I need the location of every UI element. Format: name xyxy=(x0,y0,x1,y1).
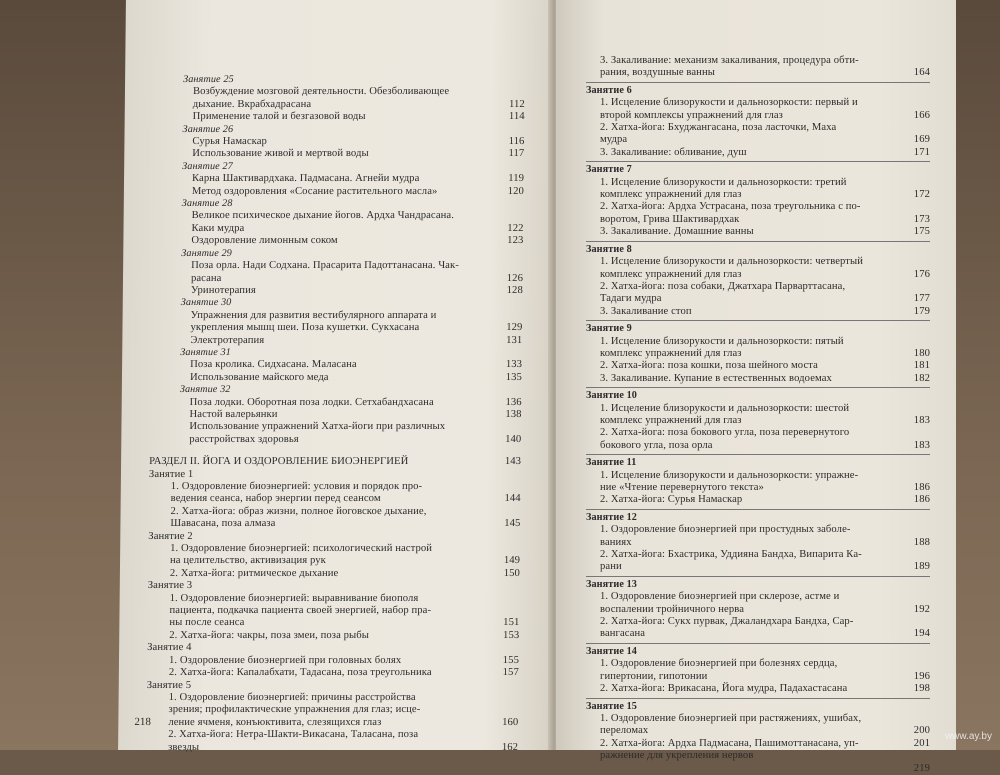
toc-page-number: 149 xyxy=(503,555,521,567)
toc-entry-text: 1. Исцеление близорукости и дальнозоркости: пятый xyxy=(600,335,844,347)
toc-entry xyxy=(150,397,522,409)
toc-entry xyxy=(586,348,930,360)
toc-entry-text: комплекс упражнений для глаз xyxy=(600,414,742,426)
toc-entry xyxy=(586,561,930,573)
toc-entry-text: 1. Исцеление близорукости и дальнозоркости: третий xyxy=(600,176,847,188)
toc-entry xyxy=(149,421,521,433)
lesson-heading xyxy=(586,701,930,713)
toc-page-number: 153 xyxy=(503,629,520,641)
toc-entry-text: звезды xyxy=(168,741,200,753)
toc-entry-text: второй комплексы упражнений для глаз xyxy=(600,109,783,121)
toc-entry xyxy=(586,373,930,385)
lesson-divider xyxy=(586,241,930,242)
toc-entry-text: Настой валерьянки xyxy=(189,408,278,420)
toc-entry xyxy=(586,147,930,159)
toc-page-number: 150 xyxy=(503,567,520,579)
toc-page-number: 196 xyxy=(913,670,930,682)
left-page xyxy=(118,0,556,753)
toc-entry-text: Шавасана, поза алмаза xyxy=(170,518,276,530)
toc-entry-text: укрепления мышц шеи. Поза кушетки. Сукхасана xyxy=(190,322,420,334)
toc-entry xyxy=(586,725,930,737)
toc-entry xyxy=(586,713,930,725)
toc-entry xyxy=(150,335,522,347)
toc-entry xyxy=(586,97,930,109)
toc-entry xyxy=(586,134,930,146)
toc-entry-text: Каки мудра xyxy=(191,222,245,234)
toc-entry xyxy=(586,226,930,238)
toc-page-number: 186 xyxy=(913,482,930,493)
toc-entry xyxy=(151,223,523,235)
toc-entry xyxy=(586,256,930,268)
toc-page-number: 175 xyxy=(913,226,930,238)
lesson-divider xyxy=(586,698,930,699)
toc-entry-text: Занятие 29 xyxy=(181,247,232,259)
toc-entry-text: воспалении тройничного нерва xyxy=(600,603,745,615)
toc-page-number: 194 xyxy=(913,628,930,640)
toc-page-number: 151 xyxy=(503,617,520,629)
toc-entry xyxy=(586,628,930,640)
toc-page-number: 138 xyxy=(505,408,522,420)
toc-entry-text: зрения; профилактические упражнения для глаз; исце- xyxy=(168,704,421,716)
toc-entry-text: ние «Чтение перевернутого текста» xyxy=(600,482,764,493)
toc-entry-text: 1. Оздоровление биоэнергией при головных болях xyxy=(168,654,402,666)
toc-entry-text: Занятие 13 xyxy=(586,578,637,590)
toc-entry-text: 1. Оздоровление биоэнергией: психологический настрой xyxy=(170,543,433,555)
lesson-divider xyxy=(586,576,930,577)
toc-entry xyxy=(586,658,930,670)
toc-entry xyxy=(148,568,520,580)
toc-page-number: 135 xyxy=(505,371,523,383)
toc-entry-text: 2. Хатха-йога: ритмическое дыхание xyxy=(169,567,339,579)
lesson-heading xyxy=(147,642,519,654)
toc-entry xyxy=(146,717,518,729)
toc-page-number: 155 xyxy=(502,654,520,666)
toc-entry-text: 3. Закаливание. Домашние ванны xyxy=(600,226,754,238)
toc-entry-text: Занятие 30 xyxy=(180,297,232,309)
lesson-heading xyxy=(586,85,930,97)
toc-entry xyxy=(152,173,524,185)
toc-page-number: 119 xyxy=(508,173,525,185)
toc-entry-text: гипертонии, гипотонии xyxy=(600,670,708,682)
toc-entry-text: Занятие 31 xyxy=(180,346,231,358)
lesson-heading xyxy=(586,323,930,335)
toc-entry-text: 1. Оздоровление биоэнергией при простудных заболе- xyxy=(600,524,851,536)
lesson-divider xyxy=(586,454,930,455)
toc-entry-text: переломах xyxy=(600,725,649,737)
toc-entry-text: Применение талой и безгазовой воды xyxy=(192,111,366,123)
toc-entry-text: Использование майского меда xyxy=(189,371,329,383)
toc-entry-text: 2. Хатха-йога: Бхуджангасана, поза ласточки, Маха xyxy=(600,122,837,134)
toc-entry xyxy=(586,360,930,372)
lesson-heading xyxy=(150,384,522,396)
toc-entry xyxy=(586,537,930,549)
lesson-heading xyxy=(152,198,524,210)
toc-entry-text: Возбуждение мозговой деятельности. Обезболивающее xyxy=(192,86,450,98)
toc-entry-text: 2. Хатха-йога: поза кошки, поза шейного моста xyxy=(600,360,818,372)
toc-entry xyxy=(586,470,930,482)
toc-entry xyxy=(149,434,521,446)
toc-page-number: 172 xyxy=(913,189,930,201)
toc-entry-text: 2. Хатха-йога: образ жизни, полное йоговское дыхание, xyxy=(170,505,427,517)
toc-entry xyxy=(586,616,930,628)
toc-entry xyxy=(586,336,930,348)
toc-entry xyxy=(147,630,519,642)
toc-page-number: 160 xyxy=(502,716,519,728)
right-toc xyxy=(586,55,930,775)
toc-entry xyxy=(586,269,930,281)
toc-page-number: 201 xyxy=(913,737,930,749)
toc-entry-text: 3. Закаливание стоп xyxy=(600,305,692,317)
toc-page-number: 144 xyxy=(504,493,521,505)
toc-entry-text: 2. Хатха-йога: Бхастрика, Уддияна Бандха, Випарита Ка- xyxy=(600,549,862,561)
toc-page-number: 112 xyxy=(508,98,525,110)
toc-entry xyxy=(148,543,520,555)
toc-entry-text: Тадаги мудра xyxy=(600,293,662,305)
toc-entry-text: Занятие 32 xyxy=(179,384,231,396)
left-folio: 218 xyxy=(134,716,151,728)
toc-entry-text: комплекс упражнений для глаз xyxy=(600,347,742,359)
lesson-divider xyxy=(586,320,930,321)
lesson-heading xyxy=(586,646,930,658)
lesson-heading xyxy=(149,469,521,481)
toc-entry xyxy=(586,403,930,415)
toc-entry-text: Великое психическое дыхание йогов. Ардха Чандрасана. xyxy=(191,210,455,222)
toc-entry-text: 3. Закаливание: механизм закаливания, процедура обти- xyxy=(600,55,859,66)
lesson-heading xyxy=(586,390,930,402)
toc-entry-text: Занятие 27 xyxy=(182,160,233,172)
toc-entry-text: мудра xyxy=(600,134,628,146)
toc-page-number: 120 xyxy=(507,185,524,197)
lesson-divider xyxy=(586,387,930,388)
toc-entry-text: Занятие 15 xyxy=(586,700,637,712)
toc-entry-text: Использование живой и мертвой воды xyxy=(192,148,369,160)
lesson-heading xyxy=(586,457,930,469)
toc-entry xyxy=(149,493,521,505)
toc-entry xyxy=(586,201,930,213)
toc-entry xyxy=(586,494,930,506)
toc-entry-text: 2. Хатха-йога: Врикасана, Йога мудра, Падахастасана xyxy=(600,683,848,695)
toc-page-number: 189 xyxy=(913,561,930,573)
toc-page-number: 116 xyxy=(508,136,525,148)
toc-entry xyxy=(150,409,522,421)
toc-entry-text: воротом, Грива Шактивардхак xyxy=(600,213,740,225)
toc-entry-text: Карна Шактивардхака. Падмасана. Агнейи мудра xyxy=(191,173,420,185)
toc-entry xyxy=(149,481,521,493)
lesson-heading xyxy=(148,531,520,543)
toc-page-number: 219 xyxy=(913,762,930,774)
toc-entry-text: Занятие 25 xyxy=(183,74,234,85)
toc-entry xyxy=(151,260,523,272)
lesson-heading xyxy=(151,297,523,309)
toc-page-number: 126 xyxy=(506,272,524,284)
toc-page-number: 128 xyxy=(506,284,523,296)
lesson-heading xyxy=(586,244,930,256)
toc-page-number: 143 xyxy=(504,456,522,468)
toc-entry-text: Электротерапия xyxy=(190,334,265,346)
toc-page-number: 122 xyxy=(507,222,524,234)
toc-entry-text: 1. Исцеление близорукости и дальнозоркости: первый и xyxy=(600,97,858,109)
toc-entry-text: ваниях xyxy=(600,536,632,548)
toc-entry-text: 3. Закаливание. Купание в естественных водоемах xyxy=(600,372,832,384)
toc-entry-text: вангасана xyxy=(600,628,646,640)
toc-entry xyxy=(148,555,520,567)
toc-page-number: 186 xyxy=(913,494,930,506)
toc-page-number: 117 xyxy=(508,148,525,160)
toc-entry-text: 2. Хатха-йога: поза собаки, Джатхара Парварттасана, xyxy=(600,280,846,292)
toc-entry xyxy=(586,55,930,67)
toc-entry-text: Занятие 6 xyxy=(586,84,632,96)
toc-entry-text: 1. Оздоровление биоэнергией: причины расстройства xyxy=(168,691,416,703)
toc-page-number: 140 xyxy=(505,433,522,445)
toc-page-number: 133 xyxy=(505,359,523,371)
toc-entry-text: Поза орла. Нади Содхана. Прасарита Падоттанасана. Чак- xyxy=(191,260,459,272)
toc-entry-text: 1. Исцеление близорукости и дальнозоркости: упражне- xyxy=(600,469,859,481)
toc-entry xyxy=(586,482,930,494)
toc-entry-text: 1. Исцеление близорукости и дальнозоркости: шестой xyxy=(600,402,850,414)
toc-page-number: 173 xyxy=(913,213,930,225)
toc-entry-text: Занятие 5 xyxy=(146,679,192,691)
toc-entry xyxy=(152,210,524,222)
toc-entry xyxy=(586,549,930,561)
toc-entry-text: ражнение для укрепления нервов xyxy=(600,750,754,762)
toc-entry-text: расана xyxy=(190,272,222,284)
toc-entry xyxy=(586,440,930,452)
toc-entry-text: ведения сеанса, набор энергии перед сеансом xyxy=(170,493,381,505)
toc-entry-text: 1. Оздоровление биоэнергией: выравнивание биополя xyxy=(169,592,419,604)
toc-entry xyxy=(150,359,522,371)
toc-entry-text: Занятие 7 xyxy=(586,164,632,176)
toc-entry-text: Поза лодки. Оборотная поза лодки. Сетхабандхасана xyxy=(189,396,434,408)
lesson-divider xyxy=(586,643,930,644)
toc-entry-text: Занятие 11 xyxy=(586,457,637,469)
toc-entry xyxy=(586,738,930,750)
toc-entry-text: рания, воздушные ванны xyxy=(600,67,715,79)
lesson-heading xyxy=(147,680,519,692)
toc-entry-text: 1. Оздоровление биоэнергией: условия и порядок про- xyxy=(170,481,423,492)
toc-entry xyxy=(147,655,519,667)
toc-entry-text: 1. Исцеление близорукости и дальнозоркости: четвертый xyxy=(600,256,864,268)
toc-entry xyxy=(151,235,523,247)
toc-entry xyxy=(586,214,930,226)
toc-entry-text: 2. Хатха-йога: чакры, поза змеи, поза рыбы xyxy=(169,629,370,641)
toc-entry-text: 2. Хатха-йога: Ардха Падмасана, Пашимоттанасана, уп- xyxy=(600,737,859,749)
toc-entry xyxy=(586,671,930,683)
toc-entry xyxy=(148,593,520,605)
toc-entry xyxy=(150,372,522,384)
toc-entry-text: 2. Хатха-йога: поза бокового угла, поза перевернутого xyxy=(600,427,850,439)
lesson-heading xyxy=(151,248,523,260)
toc-page-number: 177 xyxy=(913,293,930,305)
toc-entry xyxy=(586,683,930,695)
section-heading xyxy=(149,456,521,468)
lesson-divider xyxy=(586,82,930,83)
toc-entry xyxy=(586,67,930,79)
left-toc xyxy=(146,74,525,754)
toc-entry xyxy=(586,524,930,536)
toc-entry xyxy=(151,285,523,297)
toc-entry-text: Занятие 1 xyxy=(148,468,194,480)
toc-entry xyxy=(586,306,930,318)
toc-page-number: 176 xyxy=(913,268,930,280)
toc-page-number: 200 xyxy=(913,725,930,737)
toc-entry-text: 1. Оздоровление биоэнергией при болезнях сердца, xyxy=(600,658,838,670)
toc-entry-text: рани xyxy=(600,561,622,573)
toc-entry xyxy=(153,86,525,98)
toc-entry-text: Уринотерапия xyxy=(190,284,256,296)
toc-entry-text: Занятие 2 xyxy=(148,530,193,542)
toc-entry xyxy=(151,310,523,322)
toc-entry-text: комплекс упражнений для глаз xyxy=(600,268,742,280)
toc-page-number: 114 xyxy=(508,111,525,123)
toc-entry xyxy=(152,136,524,148)
toc-page-number: 162 xyxy=(501,741,519,753)
toc-entry xyxy=(152,186,524,198)
toc-page-number: 171 xyxy=(913,146,930,158)
toc-entry xyxy=(147,667,519,679)
lesson-heading xyxy=(148,580,520,592)
toc-entry-text: Занятие 8 xyxy=(586,243,632,255)
lesson-heading xyxy=(586,579,930,591)
lesson-heading xyxy=(153,124,525,136)
lesson-divider xyxy=(586,509,930,510)
lesson-heading xyxy=(586,164,930,176)
toc-entry-text: пациента, подкачка пациента своей энергией, набор пра- xyxy=(169,605,432,617)
toc-entry xyxy=(149,506,521,518)
toc-page-number: 188 xyxy=(913,536,930,548)
toc-entry-text: ны после сеанса xyxy=(169,617,245,629)
toc-entry xyxy=(151,273,523,285)
toc-page-number: 131 xyxy=(506,334,523,346)
watermark: www.ay.by xyxy=(944,731,992,742)
toc-entry-text: 1. Оздоровление биоэнергией при растяжениях, ушибах, xyxy=(600,712,862,724)
toc-entry-text: Занятие 3 xyxy=(147,580,193,592)
toc-entry-text: ление ячменя, конъюктивита, слезящихся глаз xyxy=(168,716,382,728)
toc-entry-text: бокового угла, поза орла xyxy=(600,439,713,451)
toc-entry-text: Занятие 14 xyxy=(586,645,637,657)
toc-entry-text: Использование упражнений Хатха-йоги при различных xyxy=(189,421,446,433)
toc-page-number: 169 xyxy=(913,134,930,146)
lesson-heading xyxy=(153,74,525,86)
toc-page-number: 129 xyxy=(506,322,523,334)
toc-entry xyxy=(153,111,525,123)
toc-entry xyxy=(586,604,930,616)
toc-entry-text: Занятие 12 xyxy=(586,511,637,523)
toc-page-number: 181 xyxy=(913,360,930,372)
toc-entry xyxy=(150,322,522,334)
toc-entry-text: 2. Хатха-йога: Ардха Устрасана, поза треугольника с по- xyxy=(600,201,861,213)
toc-entry-text: 2. Хатха-йога: Нетра-Шакти-Викасана, Таласана, поза xyxy=(168,729,419,741)
toc-entry xyxy=(586,750,930,762)
toc-entry-text: Занятие 4 xyxy=(147,642,192,654)
toc-entry xyxy=(147,692,519,704)
lesson-heading xyxy=(586,512,930,524)
toc-entry xyxy=(147,617,519,629)
toc-entry xyxy=(586,763,930,775)
toc-entry xyxy=(146,742,518,754)
toc-entry xyxy=(147,605,519,617)
toc-entry xyxy=(153,99,525,111)
toc-entry-text: Упражнения для развития вестибулярного аппарата и xyxy=(190,309,437,321)
toc-entry-text: Занятие 10 xyxy=(586,390,637,402)
lesson-heading xyxy=(152,161,524,173)
toc-entry-text: расстройствах здоровья xyxy=(189,433,299,445)
toc-entry xyxy=(148,518,520,530)
toc-entry xyxy=(586,427,930,439)
toc-entry-text: Поза кролика. Сидхасана. Маласана xyxy=(190,359,357,371)
toc-page-number: 164 xyxy=(913,67,930,79)
toc-entry xyxy=(146,729,518,741)
toc-page-number: 192 xyxy=(913,603,930,615)
toc-entry-text: Занятие 28 xyxy=(181,198,233,210)
toc-page-number: 183 xyxy=(913,414,930,426)
toc-entry-text: Оздоровление лимонным соком xyxy=(191,235,338,247)
toc-entry-text: 2. Хатха-йога: Сурья Намаскар xyxy=(600,494,743,506)
toc-entry-text: Занятие 26 xyxy=(182,123,234,135)
toc-entry-text: 2. Хатха-йога: Капалабхати, Тадасана, поза треугольника xyxy=(168,667,432,679)
toc-entry-text: Метод оздоровления «Сосание растительного масла» xyxy=(191,185,438,197)
toc-entry xyxy=(586,293,930,305)
toc-page-number: 183 xyxy=(913,439,930,451)
toc-page-number: 166 xyxy=(913,109,930,121)
toc-entry-text: на целительство, активизация рук xyxy=(169,555,327,567)
toc-entry xyxy=(586,415,930,427)
toc-entry xyxy=(586,281,930,293)
toc-entry xyxy=(586,177,930,189)
toc-entry-text: РАЗДЕЛ II. ЙОГА И ОЗДОРОВЛЕНИЕ БИОЭНЕРГИЕЙ xyxy=(149,456,409,468)
toc-page-number: 145 xyxy=(504,518,521,530)
toc-page-number: 182 xyxy=(913,372,930,384)
toc-entry-text: 1. Оздоровление биоэнергией при склерозе, астме и xyxy=(600,591,840,603)
toc-entry xyxy=(586,591,930,603)
toc-page-number: 179 xyxy=(913,305,930,317)
toc-entry-text: 2. Хатха-йога: Сукх пурвак, Джаландхара Бандха, Сар- xyxy=(600,616,854,628)
toc-entry xyxy=(586,122,930,134)
toc-page-number: 180 xyxy=(913,347,930,359)
toc-entry-text: Занятие 9 xyxy=(586,323,632,335)
toc-entry xyxy=(146,704,518,716)
toc-entry-text: Сурья Намаскар xyxy=(192,136,268,148)
toc-entry xyxy=(586,110,930,122)
toc-page-number: 136 xyxy=(505,396,522,408)
toc-page-number: 123 xyxy=(507,235,524,247)
lesson-divider xyxy=(586,161,930,162)
toc-page-number: 157 xyxy=(502,667,519,679)
toc-entry-text: комплекс упражнений для глаз xyxy=(600,189,742,201)
toc-entry xyxy=(586,189,930,201)
toc-entry xyxy=(152,148,524,160)
right-page xyxy=(556,0,956,774)
toc-entry-text: дыхание. Вкрабхадрасана xyxy=(192,98,312,110)
toc-entry-text: 3. Закаливание: обливание, душ xyxy=(600,146,747,158)
lesson-heading xyxy=(150,347,522,359)
toc-page-number: 198 xyxy=(913,683,930,695)
